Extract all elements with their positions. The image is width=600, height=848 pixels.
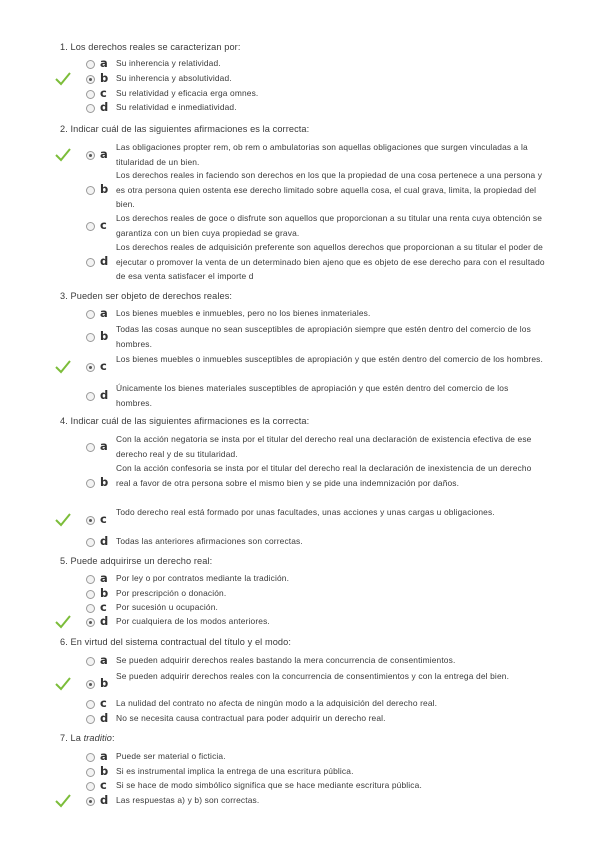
radio-button-selected[interactable] bbox=[86, 680, 95, 689]
question-title: 2. Indicar cuál de las siguientes afirmaciones es la correcta: bbox=[60, 124, 310, 134]
radio-button[interactable] bbox=[86, 590, 95, 599]
option-text: Los derechos reales de goce o disfrute son aquellos que proporcionan a su titular una renta cuya obtención se garantiza con un bien cuya propiedad se grava. bbox=[116, 213, 543, 238]
option-text: Por sucesión u ocupación. bbox=[116, 602, 218, 612]
radio-button[interactable] bbox=[86, 333, 95, 342]
option-letter: d bbox=[100, 711, 109, 725]
option-letter: a bbox=[100, 147, 108, 161]
option-letter: a bbox=[100, 749, 108, 763]
question-title: 4. Indicar cuál de las siguientes afirmaciones es la correcta: bbox=[60, 416, 310, 426]
option-text: Por ley o por contratos mediante la tradición. bbox=[116, 573, 290, 583]
correct-check-icon bbox=[55, 615, 71, 629]
radio-button[interactable] bbox=[86, 753, 95, 762]
radio-button[interactable] bbox=[86, 700, 95, 709]
option-letter: c bbox=[100, 359, 107, 373]
radio-button[interactable] bbox=[86, 258, 95, 267]
option-text: Si es instrumental implica la entrega de una escritura pública. bbox=[116, 766, 354, 776]
option-letter: b bbox=[100, 764, 109, 778]
radio-button[interactable] bbox=[86, 90, 95, 99]
option-text: Los derechos reales de adquisición preferente son aquellos derechos que proporcionan a su titular el poder de ejecutar o promover la venta de un determinado bien ajeno que es objeto de ese derecho para con el resultado de esa venta satisfacer el importe d bbox=[116, 242, 545, 281]
option-letter: d bbox=[100, 614, 109, 628]
radio-button[interactable] bbox=[86, 310, 95, 319]
option-letter: b bbox=[100, 586, 109, 600]
option-text: Por prescripción o donación. bbox=[116, 588, 227, 598]
radio-button[interactable] bbox=[86, 443, 95, 452]
option-text: Su relatividad e inmediatividad. bbox=[116, 102, 237, 112]
option-text: Únicamente los bienes materiales susceptibles de apropiación y que estén dentro del comercio de los hombres. bbox=[116, 383, 509, 408]
radio-button[interactable] bbox=[86, 575, 95, 584]
option-letter: b bbox=[100, 329, 109, 343]
option-text: Los bienes muebles o inmuebles susceptibles de apropiación y que estén dentro del comercio de los hombres. bbox=[116, 354, 543, 364]
option-letter: c bbox=[100, 600, 107, 614]
option-letter: d bbox=[100, 388, 109, 402]
option-letter: c bbox=[100, 86, 107, 100]
option-text: Las respuestas a) y b) son correctas. bbox=[116, 795, 260, 805]
option-text: Si se hace de modo simbólico significa que se hace mediante escritura pública. bbox=[116, 780, 422, 790]
option-letter: b bbox=[100, 71, 109, 85]
option-text: Se pueden adquirir derechos reales bastando la mera concurrencia de consentimientos. bbox=[116, 655, 456, 665]
correct-check-icon bbox=[55, 72, 71, 86]
option-letter: b bbox=[100, 475, 109, 489]
radio-button-selected[interactable] bbox=[86, 618, 95, 627]
option-letter: d bbox=[100, 100, 109, 114]
question-title-term: traditio bbox=[83, 733, 112, 743]
radio-button[interactable] bbox=[86, 60, 95, 69]
question-title: 3. Pueden ser objeto de derechos reales: bbox=[60, 291, 233, 301]
option-letter: c bbox=[100, 218, 107, 232]
option-letter: a bbox=[100, 439, 108, 453]
option-text: Puede ser material o ficticia. bbox=[116, 751, 226, 761]
option-letter: d bbox=[100, 534, 109, 548]
option-letter: a bbox=[100, 653, 108, 667]
option-text: Los derechos reales in faciendo son derechos en los que la propiedad de una cosa pertenece a una persona y es otra persona quien ostenta ese derecho limitado sobre aquella cosa, el cual grava, limita, la propiedad del bien. bbox=[116, 170, 543, 209]
radio-button[interactable] bbox=[86, 222, 95, 231]
radio-button-selected[interactable] bbox=[86, 363, 95, 372]
radio-button[interactable] bbox=[86, 782, 95, 791]
option-text: Su inherencia y relatividad. bbox=[116, 58, 221, 68]
option-text: La nulidad del contrato no afecta de ningún modo a la adquisición del derecho real. bbox=[116, 698, 438, 708]
option-letter: a bbox=[100, 306, 108, 320]
option-letter: c bbox=[100, 512, 107, 526]
option-text: Con la acción negatoria se insta por el titular del derecho real una declaración de existencia efectiva de ese derecho real y de su titularidad. bbox=[116, 434, 532, 459]
option-letter: c bbox=[100, 696, 107, 710]
correct-check-icon bbox=[55, 360, 71, 374]
radio-button[interactable] bbox=[86, 538, 95, 547]
option-text: Todas las anteriores afirmaciones son correctas. bbox=[116, 536, 303, 546]
option-text: Se pueden adquirir derechos reales con la concurrencia de consentimientos y con la entrega del bien. bbox=[116, 671, 510, 681]
option-letter: b bbox=[100, 182, 109, 196]
option-letter: b bbox=[100, 676, 109, 690]
radio-button[interactable] bbox=[86, 104, 95, 113]
radio-button[interactable] bbox=[86, 768, 95, 777]
question-title: 1. Los derechos reales se caracterizan por: bbox=[60, 42, 241, 52]
radio-button-selected[interactable] bbox=[86, 797, 95, 806]
option-letter: d bbox=[100, 254, 109, 268]
correct-check-icon bbox=[55, 794, 71, 808]
radio-button[interactable] bbox=[86, 715, 95, 724]
radio-button[interactable] bbox=[86, 186, 95, 195]
radio-button-selected[interactable] bbox=[86, 151, 95, 160]
radio-button[interactable] bbox=[86, 604, 95, 613]
radio-button[interactable] bbox=[86, 657, 95, 666]
correct-check-icon bbox=[55, 513, 71, 527]
option-text: Su relatividad y eficacia erga omnes. bbox=[116, 88, 259, 98]
option-letter: d bbox=[100, 793, 109, 807]
option-text: Por cualquiera de los modos anteriores. bbox=[116, 616, 270, 626]
option-text: Los bienes muebles e inmuebles, pero no los bienes inmateriales. bbox=[116, 308, 371, 318]
option-text: Las obligaciones propter rem, ob rem o ambulatorias son aquellas obligaciones que surgen vinculadas a la titularidad de un bien. bbox=[116, 142, 528, 167]
question-title-prefix: 7. La bbox=[60, 733, 84, 743]
correct-check-icon bbox=[55, 148, 71, 162]
option-text: No se necesita causa contractual para poder adquirir un derecho real. bbox=[116, 713, 386, 723]
question-title bbox=[60, 733, 115, 743]
radio-button-selected[interactable] bbox=[86, 75, 95, 84]
option-letter: a bbox=[100, 571, 108, 585]
question-title: 5. Puede adquirirse un derecho real: bbox=[60, 556, 213, 566]
radio-button[interactable] bbox=[86, 392, 95, 401]
option-text: Todo derecho real está formado por unas facultades, unas acciones y unas cargas u obligaciones. bbox=[116, 507, 495, 517]
option-text: Todas las cosas aunque no sean susceptibles de apropiación siempre que estén dentro del comercio de los hombres. bbox=[116, 324, 531, 349]
option-letter: c bbox=[100, 778, 107, 792]
radio-button-selected[interactable] bbox=[86, 516, 95, 525]
option-text: Con la acción confesoria se insta por el titular del derecho real la declaración de inexistencia de un derecho real a favor de otra persona sobre el mismo bien y se pide una indemnización por daños. bbox=[116, 463, 532, 488]
correct-check-icon bbox=[55, 677, 71, 691]
radio-button[interactable] bbox=[86, 479, 95, 488]
option-text: Su inherencia y absolutividad. bbox=[116, 73, 232, 83]
question-title-suffix: : bbox=[111, 733, 115, 743]
question-title: 6. En virtud del sistema contractual del título y el modo: bbox=[60, 637, 292, 647]
option-letter: a bbox=[100, 56, 108, 70]
